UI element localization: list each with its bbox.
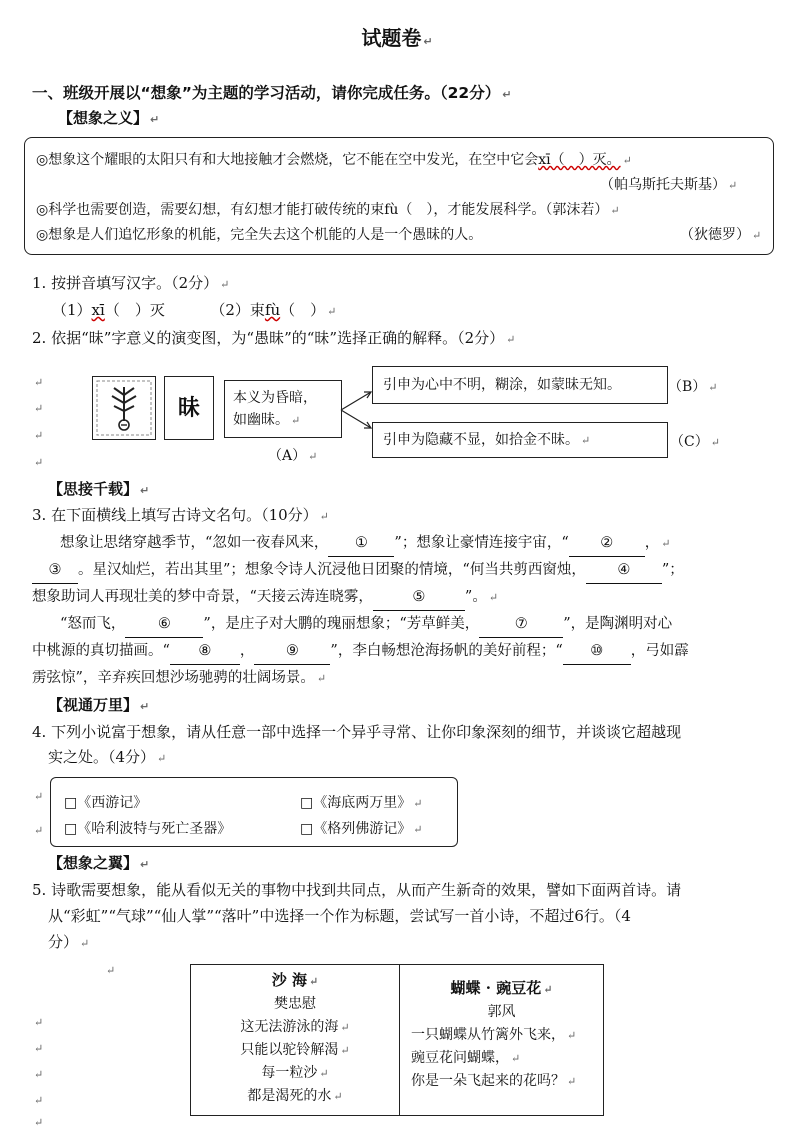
poem-title: 蝴蝶 · 豌豆花 ↵ xyxy=(450,979,553,997)
oracle-glyph-icon xyxy=(93,377,155,439)
char: 昧 xyxy=(177,395,200,421)
q3-line-4: “怒而飞， ⑥ ”，是庄子对大鹏的瑰丽想象；“芳草鲜美， ⑦ ”，是陶渊明对心 xyxy=(32,611,774,638)
para-mark: ↵ xyxy=(34,376,44,389)
para-mark: ↵ xyxy=(34,402,44,415)
option-harry-potter[interactable]: □《哈利波特与死亡圣器》 xyxy=(64,821,232,837)
label-c: （C） ↵ xyxy=(670,434,720,450)
blank-10[interactable]: ⑩ xyxy=(563,638,631,665)
para-mark: ↵ xyxy=(34,429,44,442)
blank-9[interactable]: ⑨ xyxy=(254,638,330,665)
blank-8[interactable]: ⑧ xyxy=(170,638,240,665)
quote-1-source: （帕乌斯托夫斯基） ↵ xyxy=(600,177,738,193)
option-journey-west[interactable]: □《西游记》 xyxy=(64,795,148,811)
poem-line: 豌豆花问蝴蝶， ↵ xyxy=(411,1050,521,1066)
blank-7[interactable]: ⑦ xyxy=(479,611,563,638)
blank-4[interactable]: ④ xyxy=(586,557,662,584)
q3-line-3: 想象助词人再现壮美的梦中奇景，“天接云涛连晓雾， ⑤ ”。 ↵ xyxy=(32,584,774,611)
option-gulliver[interactable]: □《格列佛游记》 ↵ xyxy=(300,821,423,837)
q3-prompt: 3. 在下面横线上填写古诗文名句。（10分） ↵ xyxy=(32,506,329,524)
origin-line-1: 本义为昏暗， xyxy=(233,390,317,406)
poem-line: 每一粒沙 ↵ xyxy=(261,1065,329,1081)
oracle-glyph-box xyxy=(92,376,156,440)
origin-box xyxy=(224,380,342,438)
q3-line-5: 中桃源的真切描画。“ ⑧ ， ⑨ ”，李白畅想沧海扬帆的美好前程；“ ⑩ ，弓如霹 xyxy=(32,638,774,665)
page-title: 试题卷 ↵ xyxy=(361,26,433,50)
q4-prompt-2: 实之处。（4分） ↵ xyxy=(48,748,167,766)
poem-title: 沙 海 ↵ xyxy=(271,971,319,989)
label-b: （B） ↵ xyxy=(668,379,718,395)
para-mark: ↵ xyxy=(106,964,116,977)
poem-author: 郭风 xyxy=(487,1004,516,1020)
para-mark: ↵ xyxy=(34,1042,44,1055)
q3-line-2: ③ 。星汉灿烂，若出其里”；想象令诗人沉浸他日团聚的情境，“何当共剪西窗烛， ④ ”； xyxy=(32,557,774,584)
para-mark: ↵ xyxy=(34,1016,44,1029)
q5-prompt-3: 分） ↵ xyxy=(48,933,90,951)
quote-2: ◎科学也需要创造，需要幻想，有幻想才能打破传统的束fù（ ），才能发展科学。（郭沫若） ↵ xyxy=(36,202,620,218)
q4-prompt-1: 4. 下列小说富于想象，请从任意一部中选择一个异乎寻常、让你印象深刻的细节，并谈谈它超越现 xyxy=(32,723,682,741)
para-mark: ↵ xyxy=(34,456,44,469)
q1-prompt: 1. 按拼音填写汉字。（2分） ↵ xyxy=(32,274,230,292)
blank-3[interactable]: ③ xyxy=(32,557,78,584)
part3-label: 【视通万里】 ↵ xyxy=(48,696,150,714)
poem-author: 樊忠慰 xyxy=(274,996,316,1012)
q3-line-1: 想象让思绪穿越季节，“忽如一夜春风来， ① ”；想象让豪情连接宇宙，“ ② ， ↵ xyxy=(32,530,774,557)
poem-line: 只能以驼铃解渴 ↵ xyxy=(240,1042,350,1058)
part2-label: 【思接千载】 ↵ xyxy=(48,480,150,498)
q3-line-6: 雳弦惊”，辛弃疾回想沙场驰骋的壮阔场景。 ↵ xyxy=(32,670,327,686)
para-mark: ↵ xyxy=(34,824,44,837)
blank-5[interactable]: ⑤ xyxy=(373,584,465,611)
blank-1[interactable]: ① xyxy=(328,530,394,557)
part1-label: 【想象之义】 ↵ xyxy=(58,109,160,127)
option-twenty-thousand-leagues[interactable]: □《海底两万里》 ↵ xyxy=(300,795,423,811)
char-box xyxy=(164,376,214,440)
blank-6[interactable]: ⑥ xyxy=(125,611,203,638)
poem-line: 你是一朵飞起来的花吗？ ↵ xyxy=(411,1073,577,1089)
poem-butterfly xyxy=(400,965,604,1116)
quote-3-source: （狄德罗） ↵ xyxy=(680,227,762,243)
branch-arrows xyxy=(340,384,374,436)
para-mark: ↵ xyxy=(34,1094,44,1107)
poem-line: 一只蝴蝶从竹篱外飞来， ↵ xyxy=(411,1027,577,1043)
poem-sand-sea xyxy=(191,965,400,1116)
poem-table xyxy=(190,964,604,1116)
q2-prompt: 2. 依据“昧”字意义的演变图，为“愚昧”的“昧”选择正确的解释。（2分） ↵ xyxy=(32,329,516,347)
extension-c-box xyxy=(372,422,668,458)
poem-line: 都是渴死的水 ↵ xyxy=(247,1088,343,1104)
q5-prompt-1: 5. 诗歌需要想象，能从看似无关的事物中找到共同点，从而产生新奇的效果，譬如下面两首诗。请 xyxy=(32,881,682,899)
q1-items: （1）xī（ ）灭 （2）束fù（ ） ↵ xyxy=(52,301,337,319)
origin-line-2: 如幽昧。 ↵ xyxy=(233,412,301,428)
para-mark: ↵ xyxy=(34,1068,44,1081)
extension-b: 引申为心中不明，糊涂，如蒙昧无知。 xyxy=(383,377,621,393)
blank-2[interactable]: ② xyxy=(569,530,645,557)
origin-label: （A） ↵ xyxy=(268,448,318,464)
para-mark: ↵ xyxy=(34,1116,44,1129)
poem-line: 这无法游泳的海 ↵ xyxy=(240,1019,350,1035)
section1-heading: 一、班级开展以“想象”为主题的学习活动，请你完成任务。（22分） ↵ xyxy=(32,84,512,102)
extension-c: 引申为隐藏不显，如拾金不昧。 ↵ xyxy=(383,432,591,448)
q5-prompt-2: 从“彩虹”“气球”“仙人掌”“落叶”中选择一个作为标题，尝试写一首小诗，不超过6行。（4 xyxy=(48,907,631,925)
quote-1: ◎想象这个耀眼的太阳只有和大地接触才会燃烧，它不能在空中发光，在空中它会xī（ ）灭。 ↵ xyxy=(36,152,632,168)
extension-b-box xyxy=(372,366,668,404)
para-mark: ↵ xyxy=(34,790,44,803)
quote-3: ◎想象是人们追忆形象的机能，完全失去这个机能的人是一个愚昧的人。 xyxy=(36,227,483,243)
part4-label: 【想象之翼】 ↵ xyxy=(48,854,150,872)
